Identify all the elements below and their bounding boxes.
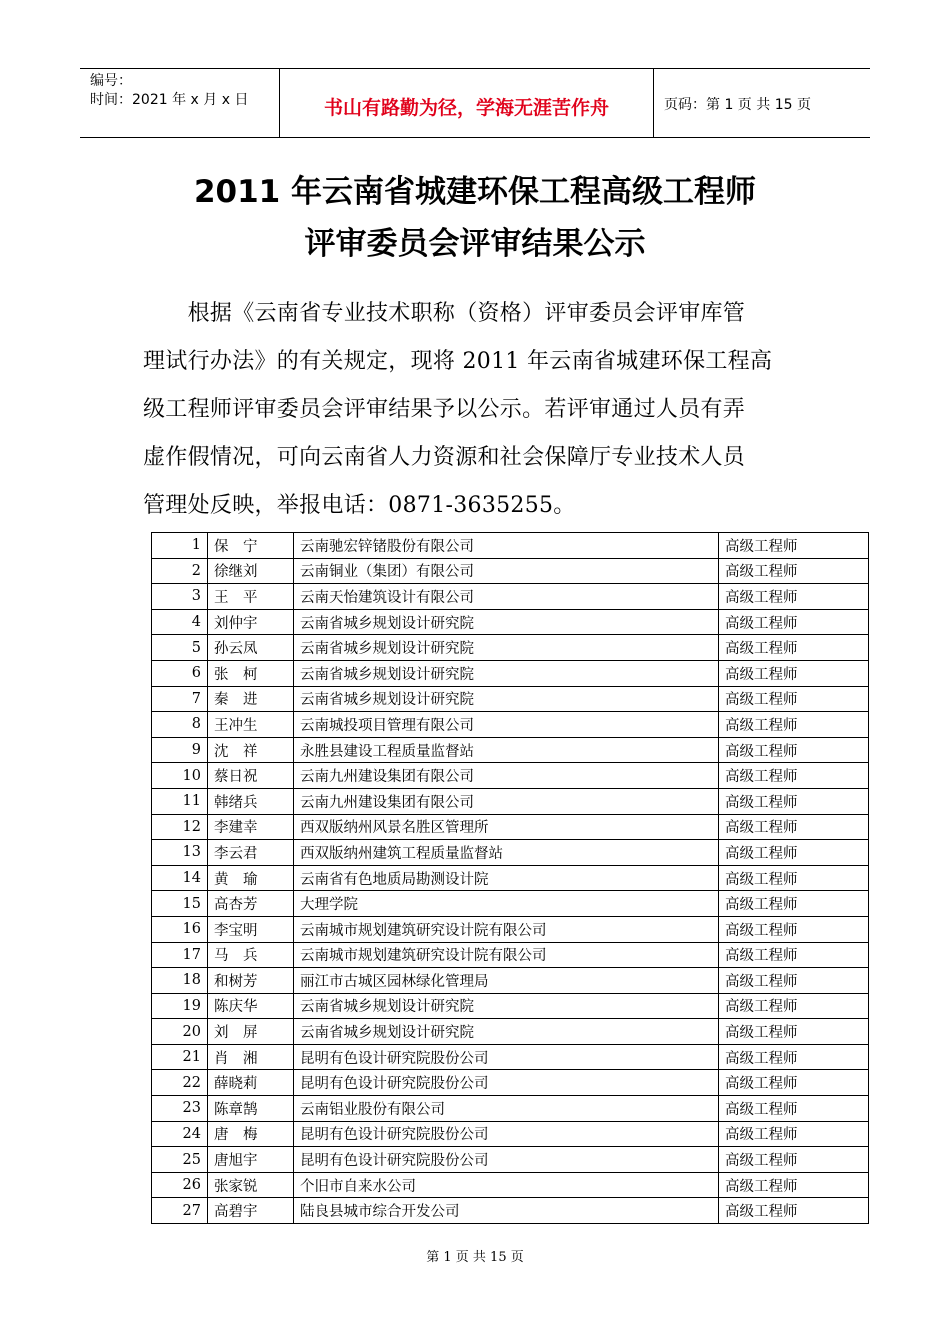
company-name: 云南天怡建筑设计有限公司 [294, 584, 719, 610]
document-header [80, 68, 870, 138]
professional-title: 高级工程师 [719, 814, 869, 840]
table-row [152, 558, 869, 584]
company-name: 西双版纳州风景名胜区管理所 [294, 814, 719, 840]
row-number: 24 [152, 1121, 208, 1147]
company-name: 大理学院 [294, 891, 719, 917]
row-number: 17 [152, 942, 208, 968]
company-name: 丽江市古城区园林绿化管理局 [294, 968, 719, 994]
company-name: 昆明有色设计研究院股份公司 [294, 1121, 719, 1147]
person-name: 沈 祥 [208, 737, 294, 763]
professional-title: 高级工程师 [719, 865, 869, 891]
professional-title: 高级工程师 [719, 916, 869, 942]
results-table [151, 532, 869, 1224]
row-number: 25 [152, 1147, 208, 1173]
company-name: 云南省城乡规划设计研究院 [294, 609, 719, 635]
results-table-body [152, 533, 869, 1224]
row-number: 18 [152, 968, 208, 994]
row-number: 2 [152, 558, 208, 584]
table-row [152, 891, 869, 917]
company-name: 云南省城乡规划设计研究院 [294, 686, 719, 712]
person-name: 蔡日祝 [208, 763, 294, 789]
page-title-line1: 2011 年云南省城建环保工程高级工程师 [193, 174, 757, 210]
person-name: 刘仲宇 [208, 609, 294, 635]
professional-title: 高级工程师 [719, 942, 869, 968]
person-name: 张 柯 [208, 660, 294, 686]
person-name: 张家锐 [208, 1172, 294, 1198]
professional-title: 高级工程师 [719, 686, 869, 712]
company-name: 云南城市规划建筑研究设计院有限公司 [294, 916, 719, 942]
professional-title: 高级工程师 [719, 891, 869, 917]
page-footer: 第 1 页 共 15 页 [426, 1250, 524, 1265]
company-name: 永胜县建设工程质量监督站 [294, 737, 719, 763]
intro-line: 虚作假情况，可向云南省人力资源和社会保障厅专业技术人员 [143, 445, 746, 470]
professional-title: 高级工程师 [719, 712, 869, 738]
person-name: 徐继刘 [208, 558, 294, 584]
row-number: 3 [152, 584, 208, 610]
header-motto: 书山有路勤为径，学海无涯苦作舟 [280, 69, 654, 137]
professional-title: 高级工程师 [719, 763, 869, 789]
person-name: 陈庆华 [208, 993, 294, 1019]
professional-title: 高级工程师 [719, 840, 869, 866]
company-name: 云南驰宏锌锗股份有限公司 [294, 533, 719, 559]
professional-title: 高级工程师 [719, 635, 869, 661]
time-label: 时间：2021 年 x 月 x 日 [90, 92, 249, 108]
table-row [152, 763, 869, 789]
professional-title: 高级工程师 [719, 1096, 869, 1122]
row-number: 20 [152, 1019, 208, 1045]
table-row [152, 814, 869, 840]
person-name: 黄 瑜 [208, 865, 294, 891]
table-row [152, 1198, 869, 1224]
row-number: 8 [152, 712, 208, 738]
row-number: 6 [152, 660, 208, 686]
row-number: 26 [152, 1172, 208, 1198]
table-row [152, 1172, 869, 1198]
number-label: 编号： [90, 73, 132, 89]
person-name: 高碧宇 [208, 1198, 294, 1224]
row-number: 12 [152, 814, 208, 840]
table-row [152, 686, 869, 712]
row-number: 11 [152, 788, 208, 814]
row-number: 5 [152, 635, 208, 661]
professional-title: 高级工程师 [719, 1198, 869, 1224]
row-number: 10 [152, 763, 208, 789]
table-row [152, 660, 869, 686]
row-number: 27 [152, 1198, 208, 1224]
person-name: 保 宁 [208, 533, 294, 559]
person-name: 唐 梅 [208, 1121, 294, 1147]
person-name: 孙云凤 [208, 635, 294, 661]
table-row [152, 1019, 869, 1045]
table-row [152, 993, 869, 1019]
company-name: 云南铜业（集团）有限公司 [294, 558, 719, 584]
professional-title: 高级工程师 [719, 1172, 869, 1198]
company-name: 云南省城乡规划设计研究院 [294, 660, 719, 686]
person-name: 王 平 [208, 584, 294, 610]
row-number: 9 [152, 737, 208, 763]
professional-title: 高级工程师 [719, 1070, 869, 1096]
header-meta [80, 69, 280, 137]
professional-title: 高级工程师 [719, 533, 869, 559]
row-number: 14 [152, 865, 208, 891]
person-name: 高杏芳 [208, 891, 294, 917]
table-row [152, 788, 869, 814]
professional-title: 高级工程师 [719, 993, 869, 1019]
table-row [152, 1121, 869, 1147]
professional-title: 高级工程师 [719, 788, 869, 814]
professional-title: 高级工程师 [719, 1121, 869, 1147]
table-row [152, 1070, 869, 1096]
person-name: 王冲生 [208, 712, 294, 738]
person-name: 韩绪兵 [208, 788, 294, 814]
company-name: 云南省有色地质局勘测设计院 [294, 865, 719, 891]
company-name: 云南九州建设集团有限公司 [294, 788, 719, 814]
company-name: 云南城投项目管理有限公司 [294, 712, 719, 738]
professional-title: 高级工程师 [719, 558, 869, 584]
professional-title: 高级工程师 [719, 660, 869, 686]
professional-title: 高级工程师 [719, 1147, 869, 1173]
company-name: 昆明有色设计研究院股份公司 [294, 1044, 719, 1070]
professional-title: 高级工程师 [719, 968, 869, 994]
table-row [152, 635, 869, 661]
person-name: 和树芳 [208, 968, 294, 994]
company-name: 昆明有色设计研究院股份公司 [294, 1147, 719, 1173]
row-number: 21 [152, 1044, 208, 1070]
row-number: 13 [152, 840, 208, 866]
row-number: 19 [152, 993, 208, 1019]
person-name: 李云君 [208, 840, 294, 866]
company-name: 云南铝业股份有限公司 [294, 1096, 719, 1122]
professional-title: 高级工程师 [719, 609, 869, 635]
company-name: 个旧市自来水公司 [294, 1172, 719, 1198]
company-name: 西双版纳州建筑工程质量监督站 [294, 840, 719, 866]
intro-paragraph [143, 290, 813, 530]
row-number: 16 [152, 916, 208, 942]
table-row [152, 533, 869, 559]
person-name: 陈章鹄 [208, 1096, 294, 1122]
intro-line: 管理处反映，举报电话：0871-3635255。 [143, 493, 576, 518]
person-name: 唐旭宇 [208, 1147, 294, 1173]
table-row [152, 942, 869, 968]
row-number: 1 [152, 533, 208, 559]
row-number: 15 [152, 891, 208, 917]
person-name: 秦 进 [208, 686, 294, 712]
company-name: 云南省城乡规划设计研究院 [294, 993, 719, 1019]
person-name: 李宝明 [208, 916, 294, 942]
company-name: 云南城市规划建筑研究设计院有限公司 [294, 942, 719, 968]
person-name: 薛晓莉 [208, 1070, 294, 1096]
company-name: 云南省城乡规划设计研究院 [294, 1019, 719, 1045]
row-number: 7 [152, 686, 208, 712]
header-page-info: 页码：第 1 页 共 15 页 [664, 97, 811, 113]
table-row [152, 916, 869, 942]
person-name: 肖 湘 [208, 1044, 294, 1070]
intro-line: 理试行办法》的有关规定，现将 2011 年云南省城建环保工程高 [143, 349, 773, 374]
table-row [152, 584, 869, 610]
professional-title: 高级工程师 [719, 584, 869, 610]
page-title-line2: 评审委员会评审结果公示 [304, 226, 646, 262]
person-name: 李建幸 [208, 814, 294, 840]
table-row [152, 968, 869, 994]
row-number: 4 [152, 609, 208, 635]
professional-title: 高级工程师 [719, 737, 869, 763]
person-name: 马 兵 [208, 942, 294, 968]
intro-line: 级工程师评审委员会评审结果予以公示。若评审通过人员有弄 [143, 397, 746, 422]
company-name: 陆良县城市综合开发公司 [294, 1198, 719, 1224]
professional-title: 高级工程师 [719, 1019, 869, 1045]
row-number: 22 [152, 1070, 208, 1096]
company-name: 昆明有色设计研究院股份公司 [294, 1070, 719, 1096]
intro-line: 根据《云南省专业技术职称（资格）评审委员会评审库管 [143, 301, 746, 326]
company-name: 云南省城乡规划设计研究院 [294, 635, 719, 661]
table-row [152, 840, 869, 866]
table-row [152, 1147, 869, 1173]
table-row [152, 609, 869, 635]
table-row [152, 737, 869, 763]
row-number: 23 [152, 1096, 208, 1122]
person-name: 刘 屏 [208, 1019, 294, 1045]
table-row [152, 1044, 869, 1070]
company-name: 云南九州建设集团有限公司 [294, 763, 719, 789]
table-row [152, 865, 869, 891]
professional-title: 高级工程师 [719, 1044, 869, 1070]
table-row [152, 1096, 869, 1122]
table-row [152, 712, 869, 738]
